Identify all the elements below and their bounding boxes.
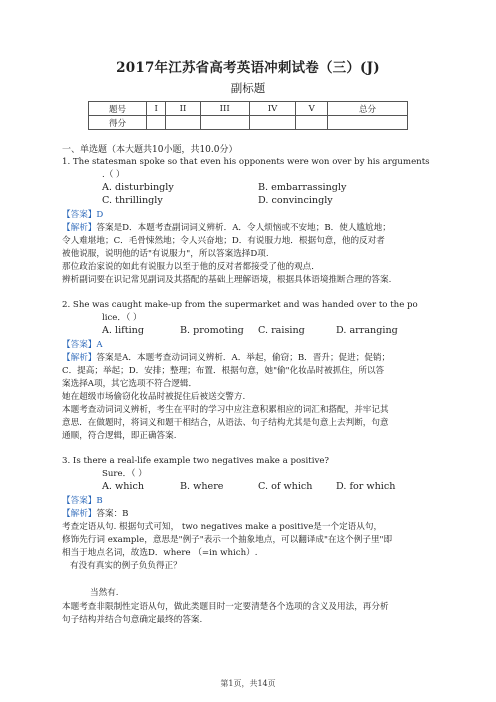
q1-translation: 那位政治家说的如此有说服力以至于他的反对者都接受了他的观点． xyxy=(62,262,320,272)
score-cell xyxy=(296,116,328,130)
q1-stem-line-1: 1. The statesman spoke so that even his opponents were won over by his arguments xyxy=(62,157,430,167)
q3-option-d: D. for which xyxy=(336,481,396,492)
score-header-cell: IV xyxy=(249,102,296,116)
q3-stem-line-2: Sure．（ ） xyxy=(102,469,147,479)
q3-tip-line-2: 句子结构并结合句意确定最终的答案. xyxy=(62,615,203,625)
q1-explanation-tag: 【解析】 xyxy=(62,223,97,233)
q2-explanation-tag: 【解析】 xyxy=(62,353,97,363)
q1-explanation-line-3: 被他说服，说明他的话"有说服力"，所以答案选择D项. xyxy=(62,249,269,259)
q3-explanation-line-2: 考查定语从句. 根据句式可知， two negatives make a positive是一个定语从句， xyxy=(62,522,383,532)
page-title: 2017年江苏省高考英语冲刺试卷（三）(J) xyxy=(116,60,380,76)
q3-explanation-line-1 xyxy=(62,508,129,520)
score-cell xyxy=(249,116,296,130)
section-heading: 一、单选题（本大题共10小题，共10.0分） xyxy=(62,145,238,155)
score-header-cell: I xyxy=(147,102,166,116)
q3-answer: 【答案】B xyxy=(62,496,103,506)
score-header-cell: III xyxy=(200,102,249,116)
q2-stem-line-2: lice．（ ） xyxy=(102,313,142,323)
q3-option-a: A. which xyxy=(102,481,145,492)
score-header-cell: 总分 xyxy=(328,102,408,116)
q1-option-b: B. embarrassingly xyxy=(258,182,347,193)
q3-explanation-line-3: 修饰先行词 example，意思是"例子"表示一个抽象地点，可以翻译成"在这个例子里"即 xyxy=(62,535,393,545)
q2-tip-line-3: 通顺，符合逻辑，即正确答案. xyxy=(62,431,177,441)
q3-translation-question: 有没有真实的例子负负得正？ xyxy=(70,561,182,571)
score-header-cell: V xyxy=(296,102,328,116)
q3-tip-line-1: 本题考查非限制性定语从句，做此类题目时一定要清楚各个选项的含义及用法，再分析 xyxy=(62,602,389,612)
q2-option-c: C. raising xyxy=(258,325,305,336)
q3-option-c: C. of which xyxy=(258,481,313,492)
score-header-cell: II xyxy=(166,102,200,116)
q2-translation: 她在超级市场偷窃化妆品时被捉住后被送交警方. xyxy=(62,392,246,402)
q2-stem-line-1: 2. She was caught make-up from the supermarket and was handed over to the po xyxy=(62,300,418,310)
q3-option-b: B. where xyxy=(180,481,224,492)
q2-option-d: D. arranging xyxy=(336,325,398,336)
score-row-label: 得分 xyxy=(89,116,147,130)
q2-explanation-line-2: C．提高；举起；D．安排；整理；布置．根据句意，她"偷"化妆品时被抓住，所以答 xyxy=(62,366,385,376)
score-table-header-row xyxy=(89,102,408,116)
q1-explanation-text: 答案是D．本题考查副词词义辨析．A．令人烦恼或不安地；B．使人尴尬地； xyxy=(96,223,391,233)
q2-explanation-text: 答案是A．本题考查动词词义辨析．A．举起，偷窃；B．晋升；促进；促销； xyxy=(96,353,391,363)
q2-explanation-line-1 xyxy=(62,352,390,364)
q2-tip-line-1: 本题考查动词词义辨析，考生在平时的学习中应注意积累相应的词汇和搭配，并牢记其 xyxy=(62,405,389,415)
score-cell xyxy=(147,116,166,130)
score-cell xyxy=(200,116,249,130)
score-cell xyxy=(166,116,200,130)
q3-stem-line-1: 3. Is there a real-life example two negatives make a positive? xyxy=(62,456,330,466)
q2-option-b: B. promoting xyxy=(180,325,244,336)
q1-option-c: C. thrillingly xyxy=(102,195,163,206)
q3-explanation-tag: 【解析】 xyxy=(62,509,97,519)
q1-answer: 【答案】D xyxy=(62,210,104,220)
q3-translation-answer: 当然有. xyxy=(90,588,119,598)
score-cell xyxy=(328,116,408,130)
q1-option-a: A. disturbingly xyxy=(102,182,174,193)
q3-explanation-text: 答案：B xyxy=(96,509,129,519)
page-footer: 第1页，共14页 xyxy=(220,679,276,688)
q1-explanation-line-1 xyxy=(62,222,391,234)
score-table xyxy=(88,101,408,130)
q3-explanation-line-4: 相当于地点名词，故选D．where （=in which）. xyxy=(62,548,258,558)
q2-answer: 【答案】A xyxy=(62,340,103,350)
score-header-cell: 题号 xyxy=(89,102,147,116)
score-table-score-row xyxy=(89,116,408,130)
q2-explanation-line-3: 案选择A项，其它选项不符合逻辑． xyxy=(62,379,198,389)
q1-option-d: D. convincingly xyxy=(258,195,333,206)
q2-option-a: A. lifting xyxy=(102,325,144,336)
q2-tip-line-2: 意思．在做题时，将词义和题干相结合，从语法、句子结构尤其是句意上去判断，句意 xyxy=(62,418,389,428)
q1-tip: 辨析副词要在识记常见副词及其搭配的基础上理解语境，根据具体语境推断合理的答案. xyxy=(62,275,392,285)
page-subtitle: 副标题 xyxy=(230,81,266,95)
q1-explanation-line-2: 令人难堪地；C．毛骨悚然地；令人兴奋地；D．有说服力地．根据句意，他的反对者 xyxy=(62,236,385,246)
q1-stem-line-2: .（ ） xyxy=(102,170,125,180)
